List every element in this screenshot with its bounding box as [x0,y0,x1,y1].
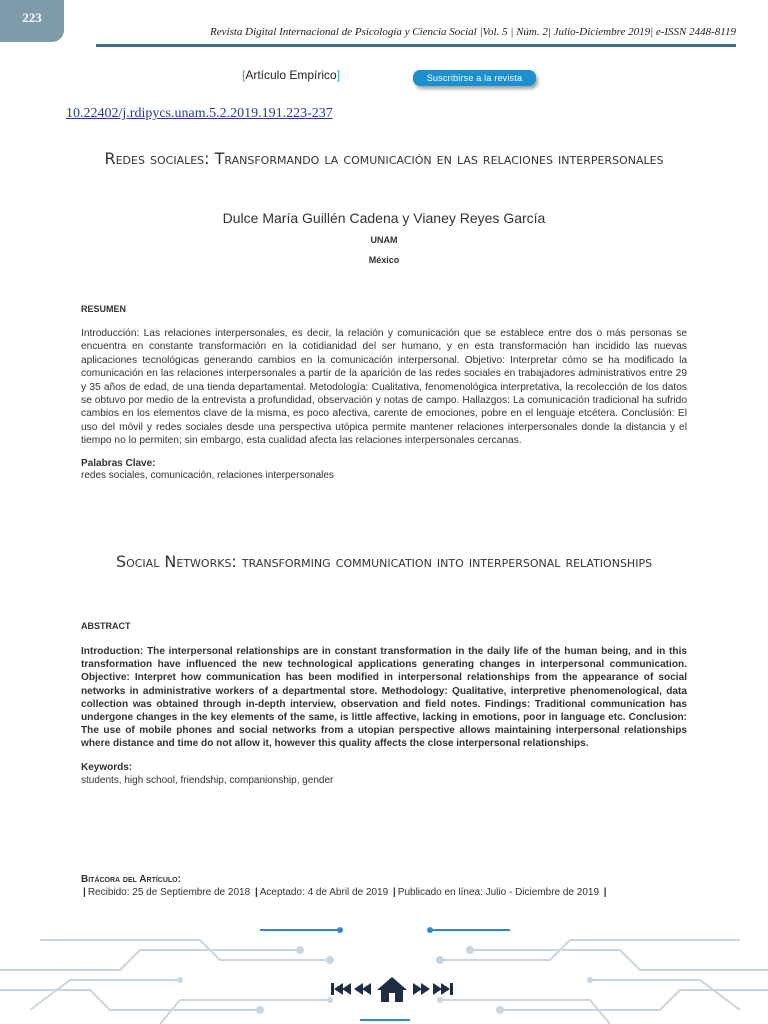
separator: | [254,887,258,898]
next-page-icon[interactable] [410,974,432,1004]
separator: | [603,887,607,898]
abstract-heading: ABSTRACT [81,621,131,631]
home-icon[interactable] [375,974,409,1004]
article-type [242,68,340,82]
first-page-icon[interactable] [330,974,352,1004]
palabras-clave-text: redes sociales, comunicación, relaciones interpersonales [81,470,334,481]
page-number: 223 [22,10,42,25]
abstract-text: Introduction: The interpersonal relationships are in constant transformation in the daily life of the human being, and in this transformation have influenced the new technological applications generating changes in interpersonal communication. Objective: Interpret how communication has been modified in interpersonal relationships from the appearance of social networks in administrative workers of a departmental store. Methodology: Qualitative, interpretive phenomenological, data collection was obtained through in-depth interview, observation and field notes. Findings: Traditional communication has undergone changes in the key elements of the same, is little affective, lacking in emotions, poor in language etc. Conclusion: The use of mobile phones and social networks from a utopian perspective allows maintaining interpersonal relationships where distance and time do not allow it, however this quality affects the close interpersonal relationships. [81,646,687,750]
authors: Dulce María Guillén Cadena y Vianey Reyes García [222,210,546,226]
bracket-close: ] [336,68,341,82]
title-english: Social Networks: transforming communication into interpersonal relationships [115,552,653,571]
bitacora-dates [81,887,609,898]
institution: UNAM [370,235,398,245]
bracket-open: [ [242,68,246,82]
keywords-text: students, high school, friendship, companionship, gender [81,775,334,786]
last-page-icon[interactable] [432,974,454,1004]
country: México [368,255,400,265]
separator: | [83,887,86,898]
circuit-decoration [0,910,768,1024]
accepted-date: Aceptado: 4 de Abril de 2019 [259,887,389,898]
published-date: Publicado en línea: Julio - Diciembre de 2019 [397,887,600,898]
previous-page-icon[interactable] [352,974,374,1004]
page-number-tab [0,0,64,42]
doi-link[interactable]: 10.22402/j.rdipycs.unam.5.2.2019.191.223-237 [66,106,333,121]
keywords-heading: Keywords: [81,762,133,773]
title-spanish: Redes sociales: Transformando la comunicación en las relaciones interpersonales [104,149,664,168]
running-head: Revista Digital Internacional de Psicología y Ciencia Social |Vol. 5 | Núm. 2| Julio-Diciembre 2019| e-ISSN 2448-8119 [210,26,736,38]
palabras-clave-heading: Palabras Clave: [81,458,156,469]
article-type-label: Artículo Empírico [245,68,337,82]
separator: | [392,887,396,898]
bitacora-heading: Bitácora del Artículo: [81,874,181,885]
subscribe-button[interactable]: Suscribirse a la revista [413,70,536,86]
resumen-text: Introducción: Las relaciones interpersonales, es decir, la relación y comunicación que se establece entre dos o más personas se encuentra en constante transformación en la cotidianidad del ser humano, y en esta transformación han incidido las nuevas aplicaciones tecnológicas generando cambios en la comunicación interpersonal. Objetivo: Interpretar cómo se ha modificado la comunicación en las relaciones interpersonales a partir de la aparición de las redes sociales en trabajadores administrativos entre 29 y 35 años de edad, de una tienda departamental. Metodología: Cualitativa, fenomenológica interpretativa, la recolección de los datos se obtuvo por medio de la entrevista a profundidad, observación y notas de campo. Hallazgos: La comunicación tradicional ha sufrido cambios en los elementos clave de la misma, es poco afectiva, carente de emociones, pobre en el lenguaje etcétera. Conclusión: El uso del móvil y redes sociales desde una perspectiva utópica permite mantener relaciones interpersonales donde la distancia y el tiempo no lo permiten; sin embargo, esta cualidad afecta las relaciones interpersonales cercanas. [81,328,687,447]
received-date: Recibido: 25 de Septiembre de 2018 [87,887,251,898]
resumen-heading: RESUMEN [81,304,127,314]
header-rule [96,44,736,47]
